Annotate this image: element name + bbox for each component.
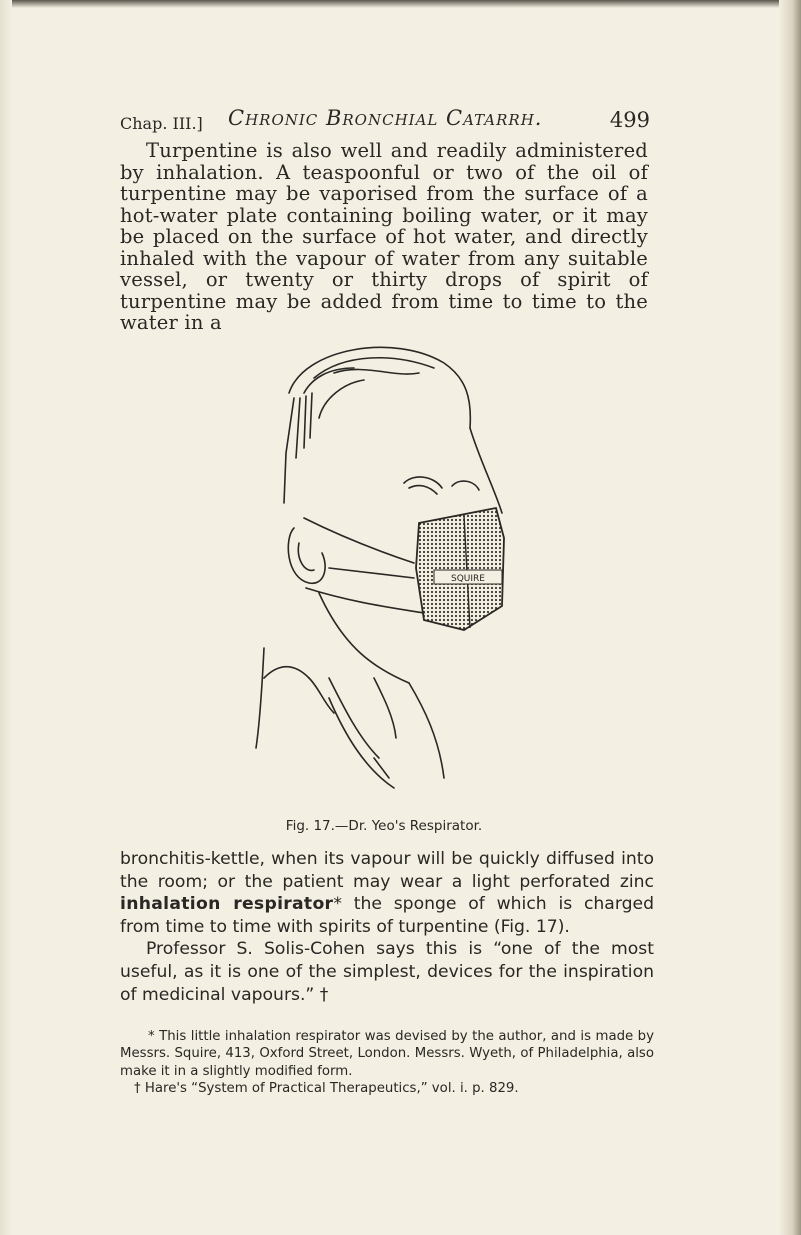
respirator-illustration xyxy=(234,338,534,798)
paragraph-solis-cohen: Professor S. Solis-Cohen says this is “one of the most useful, as it is one of the simplest, devices for the inspiration of medicinal vapours.” † xyxy=(120,939,654,1005)
page-top-shadow xyxy=(0,0,801,8)
jaw xyxy=(319,593,409,683)
mask-strap-upper xyxy=(304,518,414,563)
ear xyxy=(288,528,325,583)
running-title: Chronic Bronchial Catarrh. xyxy=(228,106,543,130)
chapter-marker: Chap. III.] xyxy=(120,114,203,133)
inhalation-respirator-term: inhalation respirator xyxy=(120,894,334,915)
figure-respirator xyxy=(234,338,534,798)
figure-caption: Fig. 17.—Dr. Yeo's Respirator. xyxy=(285,818,483,834)
page-header xyxy=(120,106,650,142)
footnote-2: † Hare's “System of Practical Therapeutics,” vol. i. p. 829. xyxy=(134,1080,519,1096)
collar xyxy=(264,667,309,678)
neck-right xyxy=(409,683,444,778)
page-left-gutter xyxy=(0,0,12,1235)
body-text xyxy=(120,848,654,1006)
footnote-1: * This little inhalation respirator was devised by the author, and is made by Messrs. Squire, 413, Oxford Street, London. Messrs. Wyeth, of Philadelphia, also make it in a slightly modified form. xyxy=(120,1029,654,1079)
eye-right xyxy=(452,481,479,490)
mask-maker-label: SQUIRE xyxy=(451,574,485,584)
mask-strap-lower xyxy=(306,588,424,613)
page-number: 499 xyxy=(609,108,650,132)
page-right-edge xyxy=(779,0,801,1235)
footnotes xyxy=(120,1028,654,1097)
head-outline xyxy=(289,347,470,428)
paragraph-kettle: bronchitis-kettle, when its vapour will be quickly diffused into the room; or the patient may wear a light perforated zinc inhalation respirator* the sponge of which is charged from time to time with spirits of turpentine (Fig. 17). xyxy=(120,849,654,937)
paragraph-turpentine: Turpentine is also well and readily administered by inhalation. A teaspoonful or two of the oil of turpentine may be vaporised from the surface of a hot-water plate containing boiling water, or it may be placed on the surface of hot water, and directly inhaled with the vapour of water from any suitable vessel, or twenty or thirty drops of spirit of turpentine may be added from time to time to the water in a xyxy=(120,139,648,334)
neck-left xyxy=(256,648,264,748)
respirator-mask xyxy=(416,508,504,630)
